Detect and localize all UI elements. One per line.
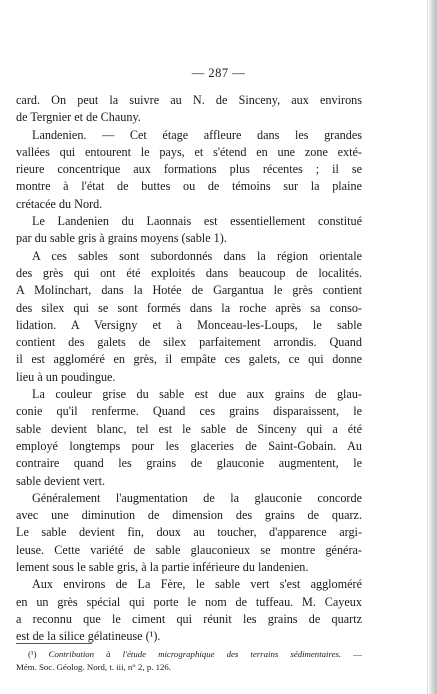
text-line: montre à l'état de buttes ou de témoins sur la plaine [16,179,362,194]
footnote-dash: — [341,649,363,659]
text-line: contient des galets de silex parfaitement arrondis. Quand [16,335,362,350]
text-line: Le sable devient fin, doux au toucher, d'apparence argi- [16,525,362,540]
text-line: La couleur grise du sable est due aux grains de glau- [32,387,362,402]
text-line: avec une diminution de dimension des grains de quarz. [16,508,362,523]
page-number: — 287 — [191,66,246,80]
text-line: A Molinchart, dans la Hotée de Gargantua le grès contient [16,283,362,298]
text-line: vallées qui entourent le pays, et s'étend en une zone exté- [16,144,362,159]
footnote-line [16,648,362,661]
text-line: par du sable gris à grains moyens (sable 1). [16,231,227,246]
text-line: est de la silice gélatineuse (¹). [16,629,161,644]
text-line: employé longtemps pour les glaceries de Saint-Gobain. Au [16,438,362,453]
footnote-line: Mém. Soc. Géolog. Nord, t. iii, n° 2, p. 126. [16,661,172,672]
text-line: conie qu'il renferme. Quand ces grains disparaissent, le [16,404,362,419]
text-line: rieure concentrique aux formations plus récentes ; il se [16,162,362,177]
text-line: contraire quand les grains de glauconie augmentent, le [16,456,362,471]
page-edge-shadow [428,0,437,694]
text-line: sable devient vert. [16,473,106,488]
footnotes [16,648,362,673]
text-line: lidation. A Versigny et à Monceau-les-Loups, le sable [16,317,362,332]
text-line: lieu à un poudingue. [16,369,116,384]
text-line: lement sous le sable gris, à la partie inférieure du landenien. [16,560,309,575]
text-line: A ces sables sont subordonnés dans la région orientale [32,248,362,263]
text-line: des grès qui ont été exploités dans beaucoup de localités. [16,265,362,280]
text-line: crétacée du Nord. [16,196,103,211]
text-line: sable devient blanc, tel est le sable de Sinceny qui a été [16,421,362,436]
text-line: card. On peut la suivre au N. de Sinceny, aux environs [16,93,362,107]
text-line: Aux environs de La Fère, le sable vert s'est aggloméré [32,577,362,592]
text-line: Généralement l'augmentation de la glauconie concorde [32,490,362,505]
text-line: de Tergnier et de Chauny. [16,110,141,125]
text-line: il est aggloméré en grès, il empâte ces galets, ce qui donne [16,352,362,367]
body-text [16,92,362,646]
footnote-rule [16,643,92,644]
footnote-title: Contribution à l'étude micrographique des terrains sédimentaires. [48,649,342,659]
text-line: Landenien. — Cet étage affleure dans les grandes [32,127,362,142]
footnote-marker: (¹) [28,649,37,659]
text-line: des silex qui se sont formés dans la roche après sa conso- [16,300,362,315]
text-line: a reconnu que le ciment qui réunit les grains de quartz [16,611,362,626]
text-line: Le Landenien du Laonnais est essentiellement constitué [32,214,362,229]
text-line: leuse. Cette variété de sable glauconieux se montre généra- [16,542,362,557]
text-line: en un grès spécial qui porte le nom de tuffeau. M. Cayeux [16,594,362,609]
